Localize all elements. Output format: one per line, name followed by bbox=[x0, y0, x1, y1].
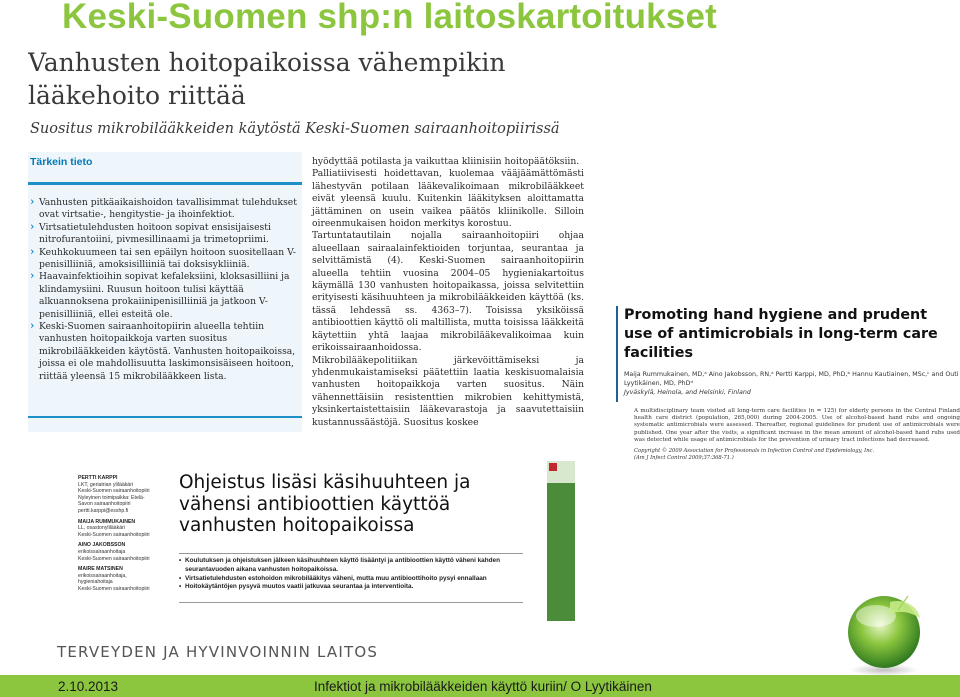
article3-red-marker bbox=[549, 463, 557, 471]
key-point-item: › Haavainfektioihin sopivat kefaleksiini, kloksasilliini ja klindamysiini. Ruusun hoitoon tulisi käyttää alkuannoksena prokaiinipenisilliiniä ja jatkoon V-penisilliiniä, ellei esteitä ole. bbox=[30, 271, 302, 321]
key-point-item: › Keski-Suomen sairaanhoitopiirin alueella tehtiin vanhusten hoitopaikkoja varten suositus mikrobilääkkeiden käytöstä. Vanhusten hoitopaikoissa, joissa ei ole mahdollisuutta laskimonsisäiseen hoitoon, riittää yleensä 15 mikrobilääkkeen lista. bbox=[30, 321, 302, 383]
article1-headline bbox=[28, 46, 588, 112]
author-detail: Nyleyinen toimipaikka: Etelä- bbox=[78, 494, 145, 501]
author-detail: Savon sairaanhoitopiiri bbox=[78, 501, 131, 508]
article2-accent-rule bbox=[616, 306, 618, 402]
article3-key-points bbox=[179, 557, 523, 592]
article3-key-point: • Koulutuksen ja ohjeistuksen jälkeen käsihuuhteen käyttö lisääntyi ja antibioottien käyttö väheni kahden seurantavuoden aikana vanhusten hoitopaikoissa. bbox=[179, 557, 523, 575]
article2-authors bbox=[624, 370, 960, 397]
author-name: MAIRE MATSINEN bbox=[78, 566, 123, 573]
footer-text: Infektiot ja mikrobilääkkeiden käyttö kuriin/ O Lyytikäinen bbox=[314, 679, 652, 694]
article1-subtitle: Suositus mikrobilääkkeiden käytöstä Keski-Suomen sairaanhoitopiirissä bbox=[30, 121, 560, 137]
author-detail: hygieniahoitaja bbox=[78, 579, 113, 586]
author-detail: Keski-Suomen sairaanhoitopiiri bbox=[78, 531, 150, 538]
article2-abstract: A multidisciplinary team visited all long-term care facilities (n = 125) for elderly persons in the Central Finland health care district (population, 265,000) during 2004-2005. Use of alcohol-based hand rubs and ongoing systematic antimicrobials were assessed. Thereafter, regional guidelines for prudent use of antimicrobials were published. One year after the visits, a significant increase in the mean amount of alcohol-based hand rubs used was detected while usage of antimicrobials for the prevention of urinary tract infections had decreased. bbox=[634, 408, 960, 443]
article1-headline-line2: lääkehoito riittää bbox=[28, 81, 246, 110]
article1-paragraph: Mikrobilääkepolitiikan järkevöittämiseksi ja yhdenmukaistamiseksi päätettiin laatia keskisuomalaisia vanhusten hoitopaikkoja varten suositus. Näin vähennettäisiin resistenttien mikrobien kehittymistä, yksinkertaistettaisiin lääkevarastoja ja saavutettaisiin kustannussäästöjä. Suositus koskee bbox=[312, 354, 584, 428]
author-name: PERTTI KARPPI bbox=[78, 475, 118, 481]
article2-copyright bbox=[634, 448, 960, 462]
author-name: AINO JAKOBSSON bbox=[78, 542, 126, 549]
article2-citation: (Am J Infect Control 2009;37:368-71.) bbox=[634, 455, 734, 461]
author-detail: erikoissairaanhoitaja bbox=[78, 548, 126, 555]
key-points-list bbox=[30, 197, 302, 383]
author-detail: Keski-Suomen sairaanhoitopiiri bbox=[78, 555, 150, 562]
article1-paragraph: Tartuntatautilain nojalla sairaanhoitopiiri ohjaa alueellaan sairaalainfektioiden torjuntaa, seurantaa ja selvittämistä (4). Keski-Suomen sairaanhoitopiirin alueella tehtiin vuosina 2004–05 hygieniakartoitus käymällä 130 vanhusten hoitopaikassa, joissa selvitettiin erityisesti käsihuuhteen ja mikrobilääkkeiden käyttöä (ks. tässä lehdessä ss. 4363–7). Toisissa yksiköissä antibioottien käyttö oli maltillista, mutta toisissa lääkkeitä käytettiin yhtä laajaa mikrobilääkevalikoimaa kuin erikoissairaanhoidossa. bbox=[312, 230, 584, 354]
article-clipping-finnish-2 bbox=[78, 461, 578, 621]
author-detail: erikoissairaanhoitaja, bbox=[78, 572, 127, 579]
article3-key-point: • Hoitokäytäntöjen pysyvä muutos vaatii jatkuvaa seurantaa ja interventioita. bbox=[179, 583, 523, 592]
article2-title: Promoting hand hygiene and prudent use of antimicrobials in long-term care facilities bbox=[624, 307, 938, 361]
footer-date: 2.10.2013 bbox=[58, 679, 119, 694]
article2-location: Jyväskylä, Heinola, and Helsinki, Finland bbox=[624, 389, 751, 396]
article3-rule-bottom bbox=[179, 602, 523, 603]
author-detail: Keski-Suomen sairaanhoitopiiri bbox=[78, 488, 150, 495]
key-point-item: › Keuhkokuumeen tai sen epäilyn hoitoon suositellaan V-penisilliiniä, amoksisilliiniä tai doksisykliiniä. bbox=[30, 247, 302, 272]
article-clipping-english bbox=[616, 298, 960, 470]
author-column bbox=[78, 475, 168, 593]
key-points-bottom-rule bbox=[28, 416, 302, 418]
article3-green-sidebar bbox=[547, 461, 575, 621]
green-glass-orb-icon bbox=[832, 588, 930, 678]
article1-paragraph: hyödyttää potilasta ja vaikuttaa kliinisiin hoitopäätöksiin. bbox=[312, 156, 580, 167]
article1-body bbox=[312, 156, 584, 429]
article2-author-list: Maija Rummukainen, MD,ᵃ Aino Jakobsson, RN,ᵃ Pertti Karppi, MD, PhD,ᵇ Hannu Kautiainen, MSc,ᶜ and Outi Lyytikäinen, MD, PhDᵈ bbox=[624, 371, 959, 387]
author-name: MAIJA RUMMUKAINEN bbox=[78, 518, 136, 525]
key-points-top-rule bbox=[28, 182, 302, 185]
article3-key-point: • Virtsatietulehdusten estohoidon mikrobilääkitys väheni, mutta muu antibioottihoito pysyi ennallaan bbox=[179, 575, 523, 584]
article1-paragraph: Palliatiivisesti hoidettavan, kuolemaa vääjäämättömästi lähestyvän potilaan lääkevalikoimaan mikrobilääkkeet eivät yleensä kuulu. Kuitenkin lääkityksen aloittamatta jättäminen on usein vaikea päätös kliinikolle. Silloin oireenmukaisen hoidon merkitys korostuu. bbox=[312, 168, 584, 230]
slide-title: Keski-Suomen shp:n laitoskartoitukset bbox=[62, 0, 718, 36]
key-point-item: › Virtsatietulehdusten hoitoon sopivat ensisijaisesti nitrofurantoiini, pivmesillinaami ja trimetopriimi. bbox=[30, 222, 302, 247]
institution-logo-text: TERVEYDEN JA HYVINVOINNIN LAITOS bbox=[57, 643, 379, 661]
key-point-item: › Vanhusten pitkäaikaishoidon tavallisimmat tulehdukset ovat virtsatie-, hengitystie- ja ihoinfektiot. bbox=[30, 197, 302, 222]
author-detail: pertti.karppi@esshp.fi bbox=[78, 507, 129, 514]
article3-rule-top bbox=[179, 553, 523, 554]
article2-copyright-line: Copyright © 2009 Association for Professionals in Infection Control and Epidemiology, Inc. bbox=[634, 448, 875, 454]
key-points-title: Tärkein tieto bbox=[30, 156, 93, 168]
article1-headline-line1: Vanhusten hoitopaikoissa vähempikin bbox=[28, 48, 506, 77]
author-detail: LKT, geriatrian ylilääkäri bbox=[78, 481, 134, 488]
article3-title: Ohjeistus lisäsi käsihuuhteen ja vähensi antibioottien käyttöä vanhusten hoitopaikoissa bbox=[179, 472, 471, 536]
author-detail: LL, osastonylilääkäri bbox=[78, 525, 126, 532]
article-clipping-finnish bbox=[28, 46, 588, 432]
author-detail: Keski-Suomen sairaanhoitopiiri bbox=[78, 585, 150, 592]
